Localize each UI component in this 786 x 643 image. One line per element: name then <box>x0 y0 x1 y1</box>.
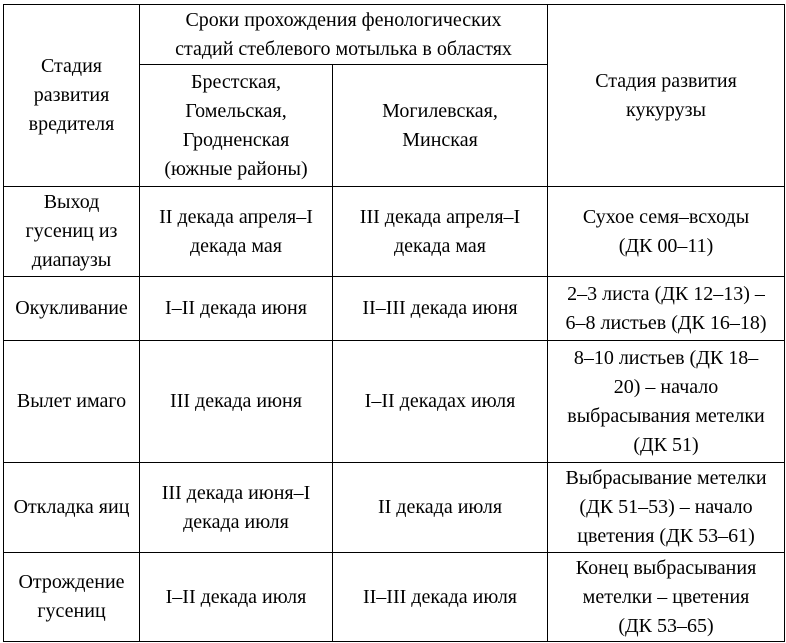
cell-south-timing <box>140 341 333 463</box>
header-region-south <box>140 65 333 187</box>
text-line: 8–10 листьев (ДК 18– <box>573 346 759 369</box>
text-line: вредителя <box>28 113 115 135</box>
text-line: Окукливание <box>15 297 128 319</box>
text-line: гусениц из <box>25 220 118 242</box>
text-line: диапаузы <box>31 249 112 271</box>
cell-central-timing <box>333 463 548 553</box>
text-line: II декада апреля–I <box>159 205 313 228</box>
cell-south-timing <box>140 463 333 553</box>
cell-pest-stage <box>4 341 140 463</box>
table-row <box>4 187 785 277</box>
text-line: цветения (ДК 53–61) <box>577 525 755 547</box>
text-line: гусениц <box>37 600 106 622</box>
text-line: Гомельская, <box>185 99 287 122</box>
table-row <box>4 341 785 463</box>
cell-south-timing <box>140 277 333 341</box>
text-line: (ДК 53–65) <box>618 614 714 637</box>
cell-south-timing <box>140 187 333 277</box>
text-line: 2–3 листа (ДК 12–13) – <box>567 282 765 305</box>
header-region-central <box>333 65 548 187</box>
text-line: III декада июня <box>170 390 302 412</box>
cell-corn-stage <box>548 341 785 463</box>
cell-pest-stage <box>4 277 140 341</box>
text-line: Отрождение <box>18 571 125 593</box>
cell-central-timing <box>333 341 548 463</box>
cell-south-timing <box>140 553 333 642</box>
text-line: Выбрасывание метелки <box>565 467 767 489</box>
text-line: Откладка яиц <box>13 496 130 518</box>
text-line: стадий стеблевого мотылька в областях <box>175 37 512 60</box>
text-line: Сухое семя–всходы <box>582 205 750 228</box>
header-pest-stage <box>4 5 140 187</box>
cell-corn-stage <box>548 463 785 553</box>
text-line: III декада июня–I <box>161 481 311 504</box>
cell-pest-stage <box>4 463 140 553</box>
text-line: (южные районы) <box>164 157 308 180</box>
text-line: III декада апреля–I <box>359 205 521 228</box>
text-line: 6–8 листьев (ДК 16–18) <box>565 311 767 334</box>
text-line: Стадия развития <box>595 69 737 92</box>
text-line: Минская <box>402 128 478 151</box>
phenology-table <box>3 4 785 642</box>
text-line: выбрасывания метелки <box>567 404 765 427</box>
text-line: I–II декада июля <box>165 585 307 608</box>
text-line: Брестская, <box>190 70 282 93</box>
cell-corn-stage <box>548 187 785 277</box>
text-line: (ДК 00–11) <box>618 234 714 257</box>
table-row <box>4 553 785 642</box>
text-line: декада мая <box>190 234 282 257</box>
cell-pest-stage <box>4 553 140 642</box>
cell-central-timing <box>333 553 548 642</box>
text-line: развития <box>33 84 110 106</box>
text-line: I–II декада июня <box>165 297 307 319</box>
header-corn-stage <box>548 5 785 187</box>
cell-corn-stage <box>548 277 785 341</box>
table-row <box>4 277 785 341</box>
text-line: декада мая <box>394 234 486 257</box>
text-line: II декада июля <box>377 496 503 518</box>
cell-corn-stage <box>548 553 785 642</box>
text-line: Выход <box>43 191 100 213</box>
text-line: Гродненская <box>182 128 290 151</box>
table-row <box>4 463 785 553</box>
text-line: Стадия <box>40 55 102 77</box>
text-line: I–II декадах июля <box>364 390 516 412</box>
text-line: метелки – цветения <box>582 585 750 608</box>
text-line: Могилевская, <box>382 99 498 122</box>
cell-pest-stage <box>4 187 140 277</box>
text-line: II–III декада июня <box>362 297 518 319</box>
cell-central-timing <box>333 187 548 277</box>
text-line: декада июля <box>183 510 289 533</box>
text-line: II–III декада июля <box>362 585 518 608</box>
text-line: Сроки прохождения фенологических <box>185 8 502 31</box>
cell-central-timing <box>333 277 548 341</box>
text-line: (ДК 51–53) – начало <box>579 496 753 518</box>
text-line: Конец выбрасывания <box>575 556 757 579</box>
text-line: (ДК 51) <box>633 433 699 456</box>
text-line: кукурузы <box>626 98 706 121</box>
text-line: 20) – начало <box>613 375 719 398</box>
text-line: Вылет имаго <box>16 390 127 412</box>
header-timing <box>140 5 548 65</box>
